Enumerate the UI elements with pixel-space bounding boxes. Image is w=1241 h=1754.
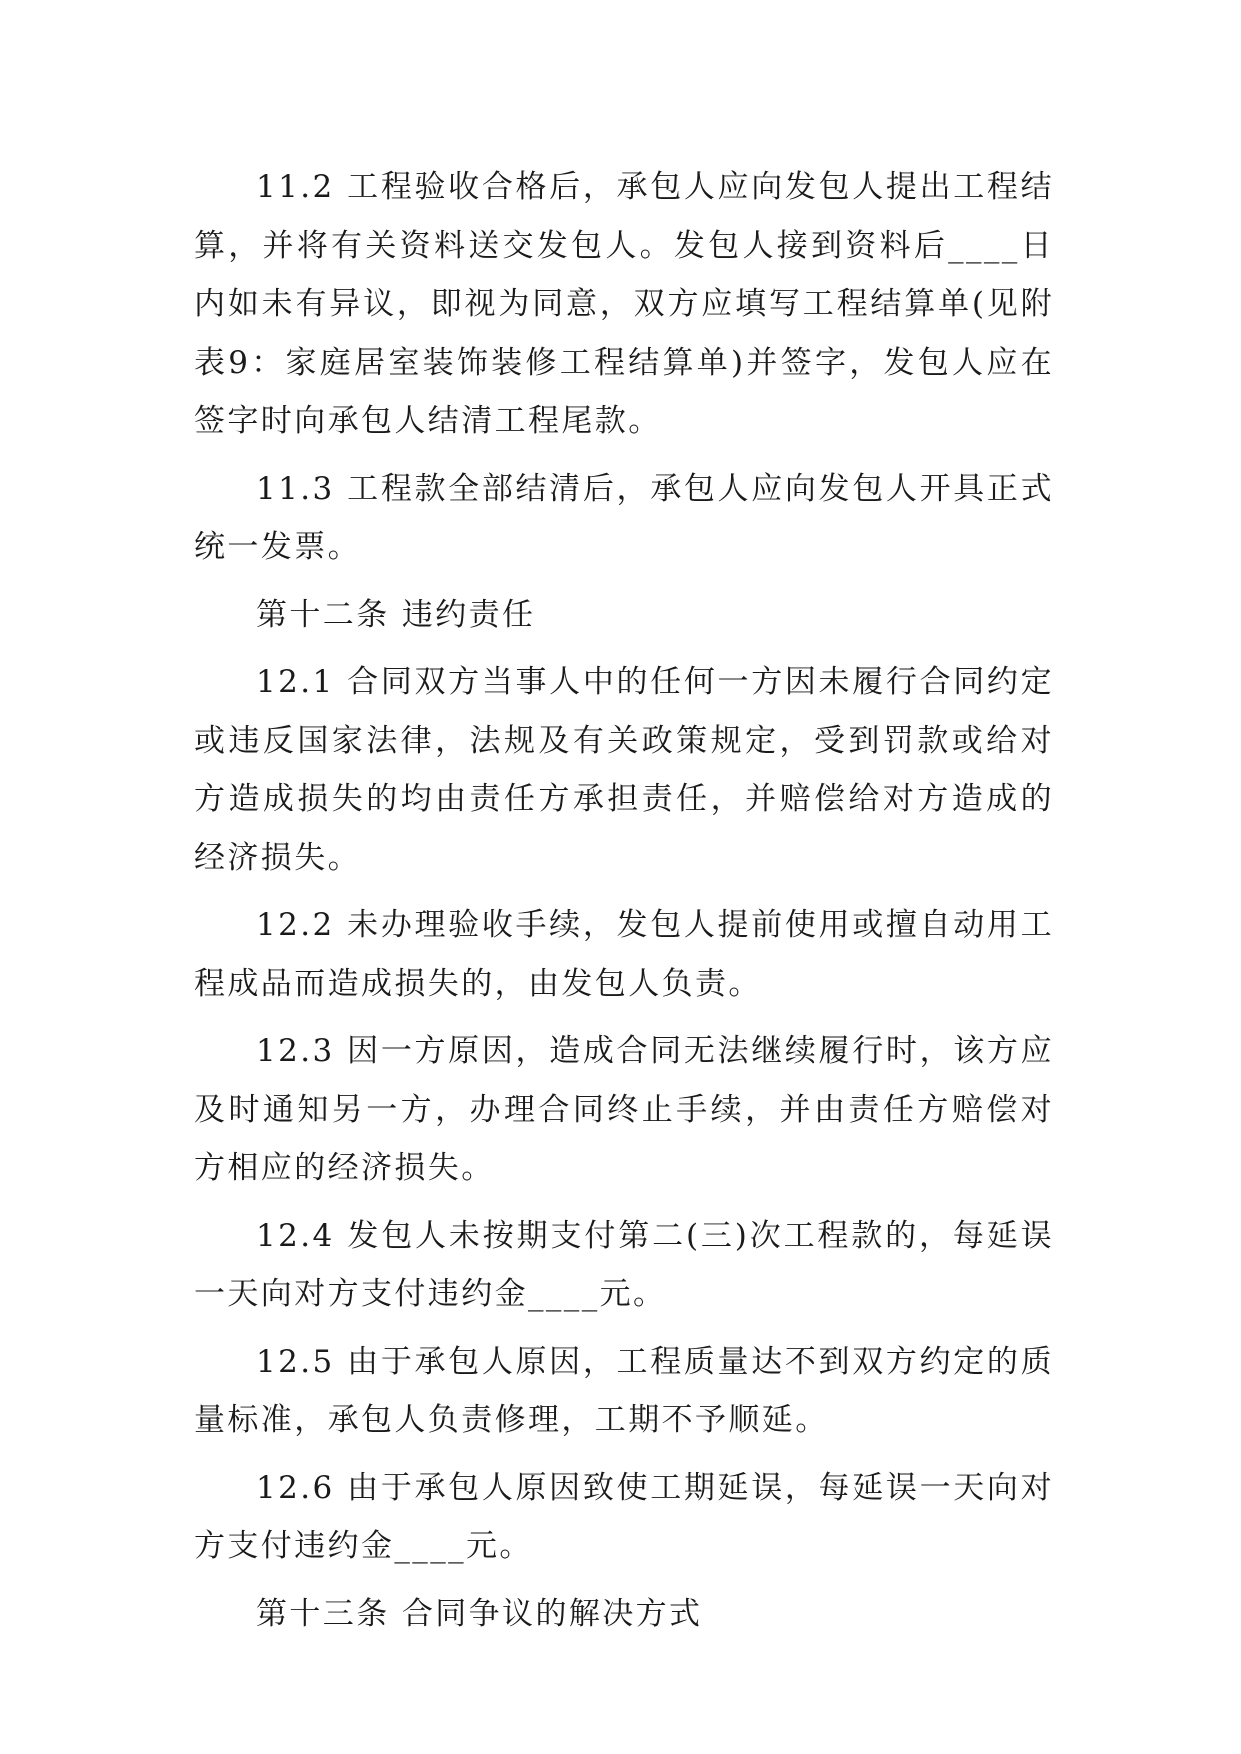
clause-12-5: 12.5 由于承包人原因，工程质量达不到双方约定的质量标准，承包人负责修理，工期不予顺延。	[194, 1343, 1054, 1438]
clause-12-1: 12.1 合同双方当事人中的任何一方因未履行合同约定或违反国家法律，法规及有关政策规定，受到罚款或给对方造成损失的均由责任方承担责任，并赔偿给对方造成的经济损失。	[194, 664, 1054, 876]
article-12-heading: 第十二条 违约责任	[256, 596, 536, 633]
clause-12-3: 12.3 因一方原因，造成合同无法继续履行时，该方应及时通知另一方，办理合同终止手续，并由责任方赔偿对方相应的经济损失。	[194, 1033, 1054, 1186]
clause-11-2: 11.2 工程验收合格后，承包人应向发包人提出工程结算，并将有关资料送交发包人。发包人接到资料后____日内如未有异议，即视为同意，双方应填写工程结算单(见附表9：家庭居室装饰装修工程结算单)并签字，发包人应在签字时向承包人结清工程尾款。	[194, 169, 1054, 439]
clause-11-3: 11.3 工程款全部结清后，承包人应向发包人开具正式统一发票。	[194, 470, 1054, 565]
clause-12-2: 12.2 未办理验收手续，发包人提前使用或擅自动用工程成品而造成损失的，由发包人负责。	[194, 907, 1054, 1002]
clause-12-6: 12.6 由于承包人原因致使工期延误，每延误一天向对方支付违约金____元。	[194, 1469, 1054, 1564]
article-13-heading: 第十三条 合同争议的解决方式	[256, 1595, 703, 1632]
clause-12-4: 12.4 发包人未按期支付第二(三)次工程款的，每延误一天向对方支付违约金____元。	[194, 1217, 1054, 1312]
document-body	[194, 158, 1054, 1652]
